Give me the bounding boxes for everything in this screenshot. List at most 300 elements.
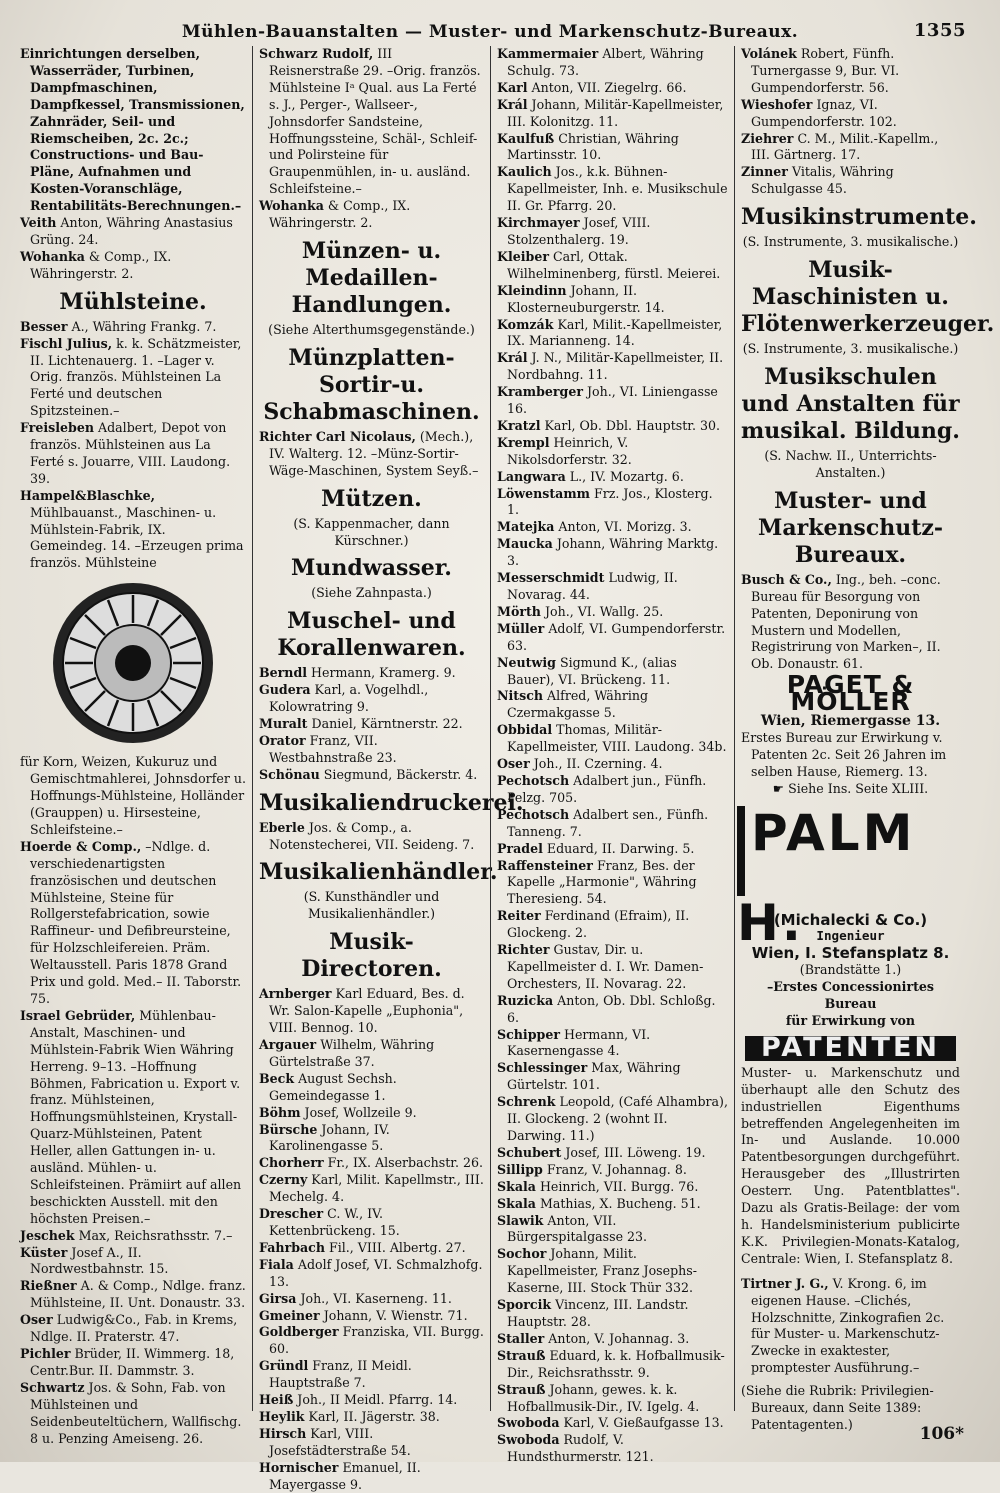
directory-entry: [741, 46, 960, 97]
entry-name: Bürsche: [259, 1121, 318, 1137]
ad-ref-text: Siehe Ins. Seite XLIII.: [788, 780, 929, 796]
entry-name: Löwenstamm: [497, 485, 590, 501]
entry-name: Gudera: [259, 682, 311, 698]
entry-name: Oser: [497, 756, 530, 772]
entry-name: Pichler: [20, 1346, 71, 1361]
entry-details: Johann, V. Wienstr. 71.: [319, 1307, 468, 1323]
entry-name: Fischl Julius,: [20, 335, 113, 351]
directory-entry: [20, 249, 246, 283]
page-header: [14, 16, 966, 46]
directory-entry: [259, 1257, 484, 1291]
entry-name: Tirtner J. G.,: [741, 1275, 829, 1291]
directory-entry: [259, 1172, 484, 1206]
directory-entry: [497, 486, 728, 520]
entry-details: Leopold, (Café Alhambra), II. Glockeng. 2 (wohnt II. Darwing. 11.): [507, 1094, 728, 1143]
cross-reference: (S. Kappenmacher, dann Kürschner.): [293, 515, 450, 548]
entry-details: Albert, Währing Schulg. 73.: [507, 46, 704, 78]
directory-entry: [497, 1196, 728, 1213]
advertisement-paget-moeller: [741, 670, 960, 797]
entry-name: Obbidal: [497, 722, 553, 738]
entry-details: Sigmund K., (alias Bauer), VI. Brückeng. 11.: [507, 654, 677, 687]
intro-text: Einrichtungen derselben, Wasserräder, Turbinen, Dampfmaschinen, Dampfkessel, Transmissionen, Zahnräder, Seil- und Riemscheiben, 2c. 2c.; Constructions- und Bau-Pläne, Aufnahmen und Kosten-Voranschläge, Rentabilitäts-Berechnungen.–: [20, 46, 245, 214]
entry-details: Frz. Jos., Klosterg. 1.: [507, 485, 713, 518]
intro-list: [20, 46, 246, 215]
entries-list: [20, 754, 246, 1447]
directory-entry: [20, 1380, 246, 1448]
cross-reference: (Siehe Alterthumsgegenstände.): [268, 321, 475, 337]
running-title: Mühlen-Bauanstalten — Muster- und Markenschutz-Bureaux.: [181, 22, 799, 42]
entry-name: Beck: [259, 1070, 295, 1086]
entry-details: Gustav, Dir. u. Kapellmeister d. I. Wr. Damen-Orchesters, II. Novarag. 22.: [507, 942, 704, 991]
entry-name: Veith: [20, 215, 57, 231]
directory-entry: [259, 198, 484, 232]
directory-entry: [20, 1312, 246, 1346]
entry-name: Hirsch: [259, 1425, 307, 1441]
entry-name: Richter Carl Nicolaus,: [259, 428, 416, 444]
directory-entry: [20, 420, 246, 488]
directory-entry: [741, 97, 960, 131]
entry-name: Schwarz Rudolf,: [259, 46, 374, 61]
directory-entry: [741, 131, 960, 165]
directory-entry: [497, 80, 728, 97]
directory-entry: [259, 1409, 484, 1426]
entry-name: Strauß: [497, 1381, 546, 1397]
directory-entry: [20, 488, 246, 573]
section-heading-muenzen: Münzen- u. Medaillen-Handlungen.: [291, 237, 452, 318]
entry-details: Karl, VIII. Josefstädterstraße 54.: [269, 1425, 411, 1458]
entry-name: Neutwig: [497, 654, 556, 670]
entry-name: Pechotsch: [497, 772, 570, 788]
directory-entry: [259, 1037, 484, 1071]
directory-entry: [20, 754, 246, 839]
directory-entry: [497, 993, 728, 1027]
ad-text: Muster- u. Markenschutz und überhaupt alle den Schutz des industriellen Eigenthums betreffenden Angelegenheiten im In- und Auslande. 10.000 Patentbesorgungen durchgeführt. Herausgeber des „Illustrirten Oesterr. Ung. Patentblattes". Dazu als Gratis-Beilage: der vom h. Handelsministerium publicirte K.K. Privilegien-Monats-Katalog, Centrale: Wien, I. Stefansplatz 8.: [741, 1064, 960, 1266]
entry-name: Mörth: [497, 603, 541, 619]
entry-details: k. k. Schätzmeister, II. Lichtenauerg. 1. –Lager v. Orig. französ. Mühlsteinen La Ferté und deutschen Spitzsteinen.–: [30, 335, 242, 419]
entry-details: Anton, VII. Bürgerspitalgasse 23.: [507, 1212, 648, 1245]
entry-name: Sporcik: [497, 1297, 552, 1313]
ad-company: (Michalecki & Co.): [773, 910, 928, 929]
entry-name: Volánek: [741, 46, 797, 61]
entry-details: Joh., VI. Kaserneng. 11.: [296, 1290, 452, 1306]
section-heading-musterschutz: Muster- und Markenschutz-Bureaux.: [758, 487, 943, 568]
entry-details: L., IV. Mozartg. 6.: [565, 468, 684, 484]
directory-entry: [497, 97, 728, 131]
directory-entry: [497, 1145, 728, 1162]
cross-reference: (S. Instrumente, 3. musikalische.): [742, 341, 959, 357]
millstone-illustration: [20, 578, 246, 748]
entry-name: Kleindinn: [497, 282, 567, 298]
column-1: [14, 46, 252, 1446]
entry-name: Schipper: [497, 1026, 560, 1042]
section-heading-muschelwaren: Muschel- und Korallenwaren.: [277, 608, 466, 662]
entry-name: Reiter: [497, 908, 541, 924]
entry-name: Ruzicka: [497, 992, 554, 1008]
entry-name: Kramberger: [497, 384, 583, 400]
entry-details: J. N., Militär-Kapellmeister, II. Nordbahng. 11.: [507, 350, 724, 383]
entry-details: Johann, II. Klosterneuburgerstr. 14.: [507, 282, 665, 315]
entry-details: Mühlbauanst., Maschinen- u. Mühlstein-Fabrik, IX. Gemeindeg. 14. –Erzeugen prima französ. Mühlsteine: [30, 504, 244, 571]
directory-entry: [20, 319, 246, 336]
entry-name: Wohanka: [20, 248, 85, 264]
entry-name: Pradel: [497, 840, 543, 856]
entry-name: Girsa: [259, 1290, 297, 1306]
entry-details: Emanuel, II. Mayergasse 9.: [269, 1459, 421, 1492]
entry-name: Böhm: [259, 1104, 301, 1120]
directory-entry: [497, 688, 728, 722]
directory-entry: [497, 908, 728, 942]
entry-details: Adalbert sen., Fünfh. Tanneng. 7.: [507, 806, 709, 839]
entry-details: Eduard, k. k. Hofballmusik-Dir., Reichsrathsstr. 9.: [507, 1347, 725, 1380]
ad-company-name: PAGET & MÖLLER: [786, 670, 915, 717]
entry-details: Daniel, Kärntnerstr. 22.: [307, 716, 463, 732]
directory-entry: [259, 733, 484, 767]
page-footer-number: 106*: [919, 1424, 964, 1444]
cross-reference: (S. Instrumente, 3. musikalische.): [742, 234, 959, 250]
directory-entry: [497, 1331, 728, 1348]
section-heading-muetzen: Mützen.: [321, 485, 422, 512]
directory-entry: [259, 1308, 484, 1325]
column-3: [490, 46, 734, 1465]
entry-name: Besser: [20, 318, 68, 334]
entry-details: Josef A., II. Nordwestbahnstr. 15.: [30, 1244, 169, 1277]
directory-entry: [497, 1027, 728, 1061]
entries-list: [741, 46, 960, 198]
entry-details: Thomas, Militär-Kapellmeister, VIII. Laudong. 34b.: [507, 722, 727, 755]
section-heading-musikaliendruckerei: Musikaliendruckerei.: [259, 789, 524, 816]
patent-banner: PATENTEN: [745, 1036, 956, 1061]
entry-name: Swoboda: [497, 1415, 560, 1431]
directory-entry: [259, 1291, 484, 1308]
entry-name: Schönau: [259, 766, 320, 782]
entry-details: Ludwig&Co., Fab. in Krems, Ndlge. II. Praterstr. 47.: [30, 1312, 238, 1345]
entry-name: Kammermaier: [497, 46, 599, 61]
directory-entry: [259, 1071, 484, 1105]
entry-name: Küster: [20, 1244, 68, 1260]
entry-details: Alfred, Währing Czermakgasse 5.: [507, 688, 649, 721]
cross-reference: (S. Kunsthändler und Musikalienhändler.): [303, 889, 440, 922]
entry-details: Ignaz, VI. Gumpendorferstr. 102.: [751, 96, 897, 129]
entry-name: Gründl: [259, 1358, 309, 1374]
entry-name: Messerschmidt: [497, 570, 605, 586]
entry-name: Karl: [497, 79, 528, 95]
entry-details: Karl, II. Jägerstr. 38.: [304, 1408, 440, 1424]
entry-name: Sochor: [497, 1246, 547, 1262]
directory-entry: [259, 820, 484, 854]
entry-details: A. & Comp., Ndlge. franz. Mühlsteine, II. Unt. Donaustr. 33.: [30, 1278, 246, 1311]
entry-details: Adolf, VI. Gumpendorferstr. 63.: [507, 620, 726, 653]
entries-list: [497, 46, 728, 1466]
section-heading-musikinstrumente: Musikinstrumente.: [741, 204, 977, 231]
directory-entry: [20, 1278, 246, 1312]
entry-name: Král: [497, 96, 528, 112]
directory-entry: [497, 1213, 728, 1247]
entry-details: C. W., IV. Kettenbrückeng. 15.: [269, 1206, 400, 1238]
entry-name: Goldberger: [259, 1324, 339, 1340]
directory-entry: [20, 1346, 246, 1380]
section-heading-muenzplatten: Münzplatten-Sortir-u. Schabmaschinen.: [263, 344, 480, 425]
entries-list: [20, 319, 246, 573]
entry-name: Skala: [497, 1195, 536, 1211]
entry-name: Jeschek: [20, 1227, 75, 1243]
directory-entry: [497, 841, 728, 858]
entry-name: Ziehrer: [741, 130, 794, 146]
entry-details: Josef, Wollzeile 9.: [300, 1104, 417, 1120]
directory-entry: [259, 1206, 484, 1240]
entry-details: Heinrich, VII. Burgg. 76.: [535, 1178, 699, 1194]
entry-details: Ludwig, II. Novarag. 44.: [507, 570, 678, 602]
entry-name: Slawik: [497, 1212, 544, 1228]
entry-details: Anton, VII. Ziegelrg. 66.: [527, 79, 687, 95]
entry-details: Fr., IX. Alserbachstr. 26.: [323, 1155, 483, 1171]
directory-entry: [497, 1094, 728, 1145]
entry-name: Langwara: [497, 468, 566, 484]
directory-entry: [497, 858, 728, 909]
directory-entry: [259, 1426, 484, 1460]
directory-entry: [497, 773, 728, 807]
directory-entry: [497, 722, 728, 756]
entry-name: Wohanka: [259, 198, 324, 214]
directory-entry: [497, 1415, 728, 1432]
entry-name: Schrenk: [497, 1094, 556, 1110]
entry-name: Eberle: [259, 819, 305, 835]
entry-name: Wieshofer: [741, 96, 813, 112]
ad-line-1: –Erstes Concessionirtes Bureau: [766, 979, 935, 1012]
entry-details: August Sechsh. Gemeindegasse 1.: [269, 1070, 397, 1103]
ad-address: Wien, Riemergasse 13.: [760, 713, 941, 730]
entry-details: Johann, Währing Marktg. 3.: [507, 536, 719, 569]
entry-details: Wilhelm, Währing Gürtelstraße 37.: [269, 1037, 435, 1069]
entry-details: Adalbert, Depot von französ. Mühlsteinen aus La Ferté s. Jouarre, VIII. Laudong. 39.: [30, 420, 231, 486]
entry-details: Robert, Fünfh. Turnergasse 9, Bur. VI. Gumpendorferstr. 56.: [751, 46, 900, 95]
directory-entry: [741, 1276, 960, 1377]
entry-details: Mathias, X. Bucheng. 51.: [535, 1195, 701, 1211]
entry-details: Christian, Währing Martinsstr. 10.: [507, 130, 679, 163]
entry-details: Eduard, II. Darwing. 5.: [542, 840, 695, 856]
entry-details: Adolf Josef, VI. Schmalzhofg. 13.: [269, 1256, 483, 1289]
directory-entry: [497, 435, 728, 469]
entry-details: Karl, Ob. Dbl. Hauptstr. 30.: [540, 417, 720, 433]
entry-details: Hermann, Kramerg. 9.: [307, 665, 456, 681]
entry-details: Karl, Milit.-Kapellmeister, IX. Marianneng. 14.: [507, 316, 723, 349]
entry-name: Gmeiner: [259, 1307, 320, 1323]
directory-entry: [497, 1348, 728, 1382]
entry-name: Matejka: [497, 519, 555, 535]
directory-entry: [497, 469, 728, 486]
directory-entry: [259, 1324, 484, 1358]
directory-entry: [741, 164, 960, 198]
ad-address: Wien, I. Stefansplatz 8.: [751, 944, 950, 963]
directory-entry: [497, 1382, 728, 1416]
entries-list: [259, 429, 484, 480]
directory-entry: [20, 839, 246, 1008]
entry-details: Franz, V. Johannag. 8.: [542, 1161, 687, 1177]
entry-details: III Reisnerstraße 29. –Orig. französ. Mühlsteine Iᵃ Qual. aus La Ferté s. J., Perger-, Wallseer-, Johnsdorfer Sandsteine, Hoffnungssteine, Schäl-, Schleif- und Polirsteine für Graupenmühlen, in- u. ausländ. Schleifsteine.–: [269, 46, 481, 197]
entry-details: Hermann, VI. Kasernengasse 4.: [507, 1026, 651, 1059]
entry-details: V. Krong. 6, im eigenen Hause. –Clichés, Holzschnitte, Zinkografien 2c. für Muster- u. Markenschutz-Zwecke in exaktester, promptester Ausführung.–: [751, 1275, 945, 1376]
directory-entry: [497, 621, 728, 655]
entry-details: Karl, V. Gießaufgasse 13.: [559, 1415, 724, 1431]
entry-name: Pechotsch: [497, 806, 570, 822]
ad-building: (Brandstätte 1.): [799, 962, 902, 978]
ad-line-2: für Erwirkung von: [785, 1013, 916, 1028]
entry-details: für Korn, Weizen, Kukuruz und Gemischtmahlerei, Johnsdorfer u. Hoffnungs-Mühlsteine, Holländer (Grauppen) u. Hirsesteine, Schleifsteine.–: [20, 754, 246, 837]
directory-entry: [497, 604, 728, 621]
entry-details: Max, Reichsrathsstr. 7.–: [74, 1227, 233, 1243]
entry-details: Karl Eduard, Bes. d. Wr. Salon-Kapelle „Euphonia", VIII. Bennog. 10.: [269, 986, 465, 1036]
ad-palm-name: PALM H.: [737, 803, 916, 952]
directory-entry: [497, 1179, 728, 1196]
directory-entry: [497, 756, 728, 773]
cross-reference: (Siehe Zahnpasta.): [311, 585, 432, 601]
entry-name: Fiala: [259, 1256, 294, 1272]
entries-list: [259, 665, 484, 783]
entry-details: C. M., Milit.-Kapellm., III. Gärtnerg. 17.: [751, 130, 939, 163]
entry-details: Joh., VI. Liniengasse 16.: [507, 384, 718, 417]
section-heading-muehlsteine: Mühlsteine.: [59, 288, 207, 315]
entry-details: Brüder, II. Wimmerg. 18, Centr.Bur. II. Dammstr. 3.: [30, 1346, 235, 1378]
entry-name: Argauer: [259, 1037, 317, 1052]
directory-entry: [259, 46, 484, 198]
entry-name: Kaulich: [497, 164, 552, 180]
directory-entry: [259, 682, 484, 716]
entry-name: Kleiber: [497, 248, 549, 264]
entry-name: Hornischer: [259, 1459, 339, 1475]
directory-entry: [497, 131, 728, 165]
entry-name: Schlessinger: [497, 1060, 588, 1076]
footnote: (Siehe die Rubrik: Privilegien-Bureaux, dann Seite 1389: Patentagenten.): [741, 1383, 934, 1432]
cross-reference: (S. Nachw. II., Unterrichts-Anstalten.): [764, 447, 937, 480]
directory-entry: [259, 1105, 484, 1122]
directory-entry: [259, 1122, 484, 1156]
entry-name: Schwartz: [20, 1379, 85, 1395]
entry-name: Komzák: [497, 316, 554, 332]
entry-name: Chorherr: [259, 1155, 324, 1171]
entry-name: Muralt: [259, 716, 308, 732]
millstone-icon: [48, 578, 218, 748]
directory-entry: [259, 986, 484, 1037]
entry-name: Král: [497, 350, 528, 366]
entry-details: –Ndlge. d. verschiedenartigsten französischen und deutschen Mühlsteine, Steine für Rollgerstefabrication, sowie Raffineur- und Defibreursteine, für Holzschleifereien. Präm. Weltausstell. Paris 1878 Grand Prix und gold. Med.– II. Taborstr. 75.: [30, 838, 242, 1006]
page-number: 1355: [913, 20, 966, 41]
entry-name: Rießner: [20, 1278, 77, 1294]
directory-entry: [497, 350, 728, 384]
entry-name: Busch & Co.,: [741, 571, 832, 587]
directory-entry: [497, 1297, 728, 1331]
column-4: [734, 46, 995, 1432]
entry-details: Josef, VIII. Stolzenthalerg. 19.: [507, 215, 651, 247]
entry-name: Heiß: [259, 1392, 294, 1408]
entry-details: Rudolf, V. Hundsthurmerstr. 121.: [507, 1432, 654, 1465]
entry-name: Heylik: [259, 1408, 305, 1424]
section-heading-mundwasser: Mundwasser.: [291, 555, 452, 582]
ad-decorative-bar: [737, 806, 745, 896]
directory-entry: [497, 1060, 728, 1094]
directory-entry: [259, 1392, 484, 1409]
entry-details: Max, Währing Gürtelstr. 101.: [507, 1060, 681, 1093]
entry-details: Johann, Militär-Kapellmeister, III. Kolonitzg. 11.: [507, 96, 724, 129]
directory-entry: [497, 570, 728, 604]
section-heading-musik-directoren: Musik-Directoren.: [301, 929, 442, 983]
entry-name: Sillipp: [497, 1161, 543, 1177]
entry-name: Kratzl: [497, 417, 541, 433]
ad-profession: Ingenieur: [816, 928, 885, 944]
advertisement-palm: [737, 803, 960, 1268]
directory-entry: [20, 215, 246, 249]
directory-entry: [259, 1460, 484, 1493]
directory-entry: [20, 336, 246, 421]
entry-name: Israel Gebrüder,: [20, 1007, 136, 1023]
entries-list: [259, 986, 484, 1493]
entry-details: Vincenz, III. Landstr. Hauptstr. 28.: [507, 1297, 689, 1329]
entry-name: Schubert: [497, 1144, 562, 1160]
entry-details: Adalbert jun., Fünfh. Pelzg. 705.: [507, 772, 707, 805]
ad-reference: [741, 781, 960, 798]
directory-entry: [497, 655, 728, 689]
entry-details: Joh., II Meidl. Pfarrg. 14.: [293, 1392, 458, 1408]
section-heading-musik-maschinisten: Musik-Maschinisten u. Flötenwerkerzeuger.: [741, 257, 995, 338]
entry-details: Karl, Milit. Kapellmstr., III. Mechelg. 4.: [269, 1172, 484, 1205]
entry-name: Müller: [497, 620, 545, 636]
entry-name: Richter: [497, 942, 550, 958]
entry-name: Zinner: [741, 164, 788, 180]
entries-list: [20, 215, 246, 283]
entry-details: Mühlenbau-Anstalt, Maschinen- und Mühlstein-Fabrik Wien Währing Herreng. 9–13. –Hoffnung Böhmen, Fabrication u. Export v. franz. Mühlsteinen, Hoffnungsmühlsteinen, Krystall-Quarz-Mühlsteinen, Patent Heller, allen Gattungen in- u. ausländ. Mühlen- u. Schleifsteinen. Prämiirt auf allen beschickten Ausstell. mit den höchsten Preisen.–: [30, 1007, 242, 1226]
entry-details: Johann, IV. Karolinengasse 5.: [269, 1121, 390, 1154]
directory-entry: [259, 1358, 484, 1392]
entry-name: Oser: [20, 1312, 53, 1328]
directory-entry: [259, 767, 484, 784]
directory-entry: [497, 1432, 728, 1466]
entry-details: Vitalis, Währing Schulgasse 45.: [751, 164, 894, 197]
entry-name: Orator: [259, 732, 306, 748]
directory-entry: [497, 942, 728, 993]
directory-entry: [497, 283, 728, 317]
pointing-hand-icon: ☛: [772, 780, 789, 796]
entry-name: Freisleben: [20, 420, 95, 436]
entry-details: Fil., VIII. Albertg. 27.: [325, 1239, 466, 1255]
entry-details: Anton, Ob. Dbl. Schloßg. 6.: [507, 992, 716, 1025]
entry-details: Franz, II Meidl. Hauptstraße 7.: [269, 1358, 412, 1391]
entry-details: Anton, V. Johannag. 3.: [544, 1330, 690, 1346]
directory-entry: [497, 46, 728, 80]
entry-details: (Mech.), IV. Walterg. 12. –Münz-Sortir-Wäge-Maschinen, System Seyß.–: [269, 428, 479, 478]
entry-name: Fahrbach: [259, 1239, 325, 1255]
directory-entry: [741, 572, 960, 673]
entry-details: Franz, VII. Westbahnstraße 23.: [269, 732, 397, 765]
entry-details: Heinrich, V. Nikolsdorferstr. 32.: [507, 434, 632, 467]
directory-entry: [497, 249, 728, 283]
directory-entry: [259, 716, 484, 733]
entry-details: Karl, a. Vogelhdl., Kolowratring 9.: [269, 682, 429, 715]
entry-details: A., Währing Frankg. 7.: [67, 318, 217, 334]
entry-name: Drescher: [259, 1206, 324, 1222]
directory-entry: [497, 519, 728, 536]
directory-entry: [497, 1246, 728, 1297]
section-heading-musikalienhaendler: Musikalienhändler.: [259, 859, 498, 886]
entries-list: [741, 1276, 960, 1377]
directory-entry: [497, 1162, 728, 1179]
entry-details: Jos., k.k. Bühnen-Kapellmeister, Inh. e. Musikschule II. Gr. Pfarrg. 20.: [507, 164, 728, 214]
entries-list: [741, 572, 960, 673]
entry-details: Joh., II. Czerning. 4.: [529, 756, 663, 772]
directory-entry: [497, 536, 728, 570]
entry-details: Johann, Milit. Kapellmeister, Franz Josephs-Kaserne, III. Stock Thür 332.: [507, 1246, 697, 1296]
directory-entry: [259, 665, 484, 682]
entry-details: Ferdinand (Efraim), II. Glockeng. 2.: [507, 908, 690, 941]
entry-name: Kaulfuß: [497, 130, 555, 146]
directory-entry: [20, 1008, 246, 1228]
